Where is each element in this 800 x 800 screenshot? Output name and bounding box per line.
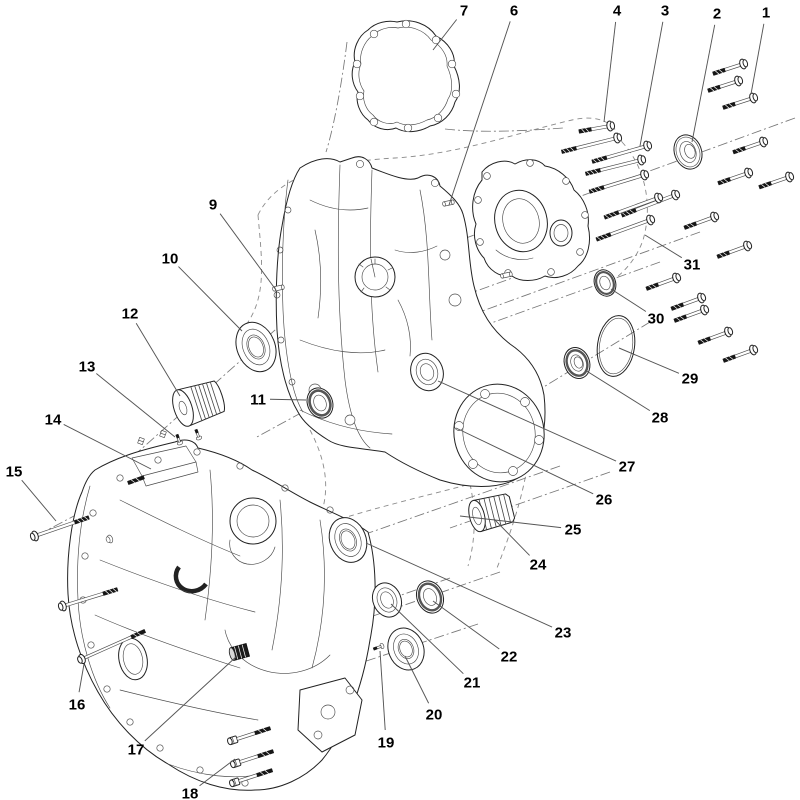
leader-line [611,289,646,311]
oil-filter-rotor [169,377,228,429]
part-label: 27 [618,458,636,476]
oil-seal-28 [560,344,594,382]
leader-line [64,424,151,469]
oil-seal-2 [669,131,706,173]
tiny-screw [193,429,202,441]
part-label: 7 [459,2,469,20]
bolt [716,240,753,262]
bolt [697,326,734,348]
part-label: 22 [500,648,518,666]
leader-line [692,25,715,142]
bolt [758,171,795,192]
oil-seal-30 [591,267,620,300]
part-label: 10 [161,250,179,268]
leader-line [22,480,56,521]
screw-plug [373,643,385,652]
bolt [711,58,748,79]
part-label: 15 [5,463,23,481]
part-label: 29 [681,370,699,388]
part-label: 25 [564,521,582,539]
part-label: 21 [463,674,481,692]
bolt [560,132,622,157]
bolt [645,272,682,294]
leader-line [220,214,276,290]
bolt [603,192,664,222]
leader-line [619,348,679,373]
part-label: 9 [208,196,218,214]
part-label: 1 [761,4,771,22]
side-cover [473,160,590,281]
bolt [578,120,615,136]
part-label: 28 [651,409,669,427]
part-label: 11 [250,391,266,409]
bearing-22 [412,577,448,617]
bolt [706,75,743,96]
part-label: 18 [181,785,199,800]
bolt [717,167,754,188]
part-label: 6 [509,2,519,20]
part-label: 3 [660,2,670,20]
part-label: 30 [647,310,665,328]
part-label: 26 [595,491,613,509]
part-label: 16 [68,696,86,714]
pump-boss [355,257,395,297]
part-label: 14 [44,411,62,429]
bolt [683,211,720,233]
part-label: 24 [529,556,547,574]
leader-line [494,519,530,555]
leader-line [640,22,663,146]
part-label: 20 [425,706,443,724]
leader-line [604,22,616,122]
o-ring-29 [593,313,638,379]
leader-line [79,664,84,692]
leader-line [645,235,682,258]
bolt [584,154,646,179]
leader-line [136,323,180,396]
part-label: 19 [377,734,395,752]
square-nut [138,437,145,444]
leader-line [433,601,499,649]
bolt [722,344,759,366]
part-label: 2 [712,5,722,23]
splined-bushing [466,492,516,534]
part-label: 4 [612,2,622,20]
leader-line [380,651,385,730]
leader-line [178,267,242,331]
bolt [595,214,656,244]
leader-line [751,24,764,94]
part-label: 12 [121,305,139,323]
crankcase-half-left [68,440,375,790]
leader-line [96,374,175,437]
bearing-20 [382,623,431,676]
part-label: 23 [554,624,572,642]
part-label: 13 [78,358,96,376]
part-label: 17 [127,741,145,759]
part-label: 31 [683,256,701,274]
bolt [721,92,758,113]
